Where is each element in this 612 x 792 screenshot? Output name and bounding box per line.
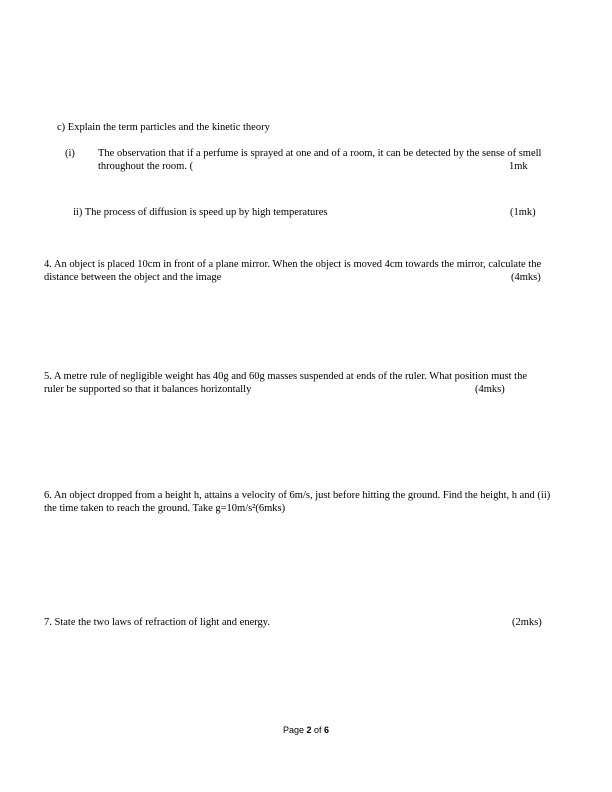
question-ii-text: ii) The process of diffusion is speed up by high temperatures [73, 207, 328, 218]
question-i-label: (i) [65, 148, 75, 159]
question-4-text: 4. An object is placed 10cm in front of a plane mirror. When the object is moved 4cm towards the mirror, calculate the distance between the object and the image [44, 259, 542, 283]
footer-word-page: Page [282, 725, 304, 735]
question-i-text: The observation that if a perfume is sprayed at one and of a room, it can be detected by the sense of smell throughout the room. ( [98, 148, 542, 172]
question-ii-marks: (1mk) [510, 207, 536, 218]
page-footer [0, 725, 612, 736]
footer-word-of: of [314, 725, 322, 735]
question-5-marks: (4mks) [475, 384, 505, 395]
question-5-text: 5. A metre rule of negligible weight has 40g and 60g masses suspended at ends of the ruler. What position must the ruler be supported so that it balances horizontally [44, 371, 528, 395]
question-4-marks: (4mks) [511, 272, 541, 283]
question-c-heading: c) Explain the term particles and the kinetic theory [57, 122, 270, 133]
question-6-text: 6. An object dropped from a height h, attains a velocity of 6m/s, just before hitting the ground. Find the height, h and (ii) the time taken to reach the ground. Take g=10m/s²(6mks) [44, 490, 551, 514]
footer-page-number: 2 [306, 725, 312, 735]
question-7-text: 7. State the two laws of refraction of light and energy. [44, 617, 270, 628]
question-i-marks: 1mk [509, 161, 528, 172]
footer-total-pages: 6 [324, 725, 330, 735]
question-7-marks: (2mks) [512, 617, 542, 628]
